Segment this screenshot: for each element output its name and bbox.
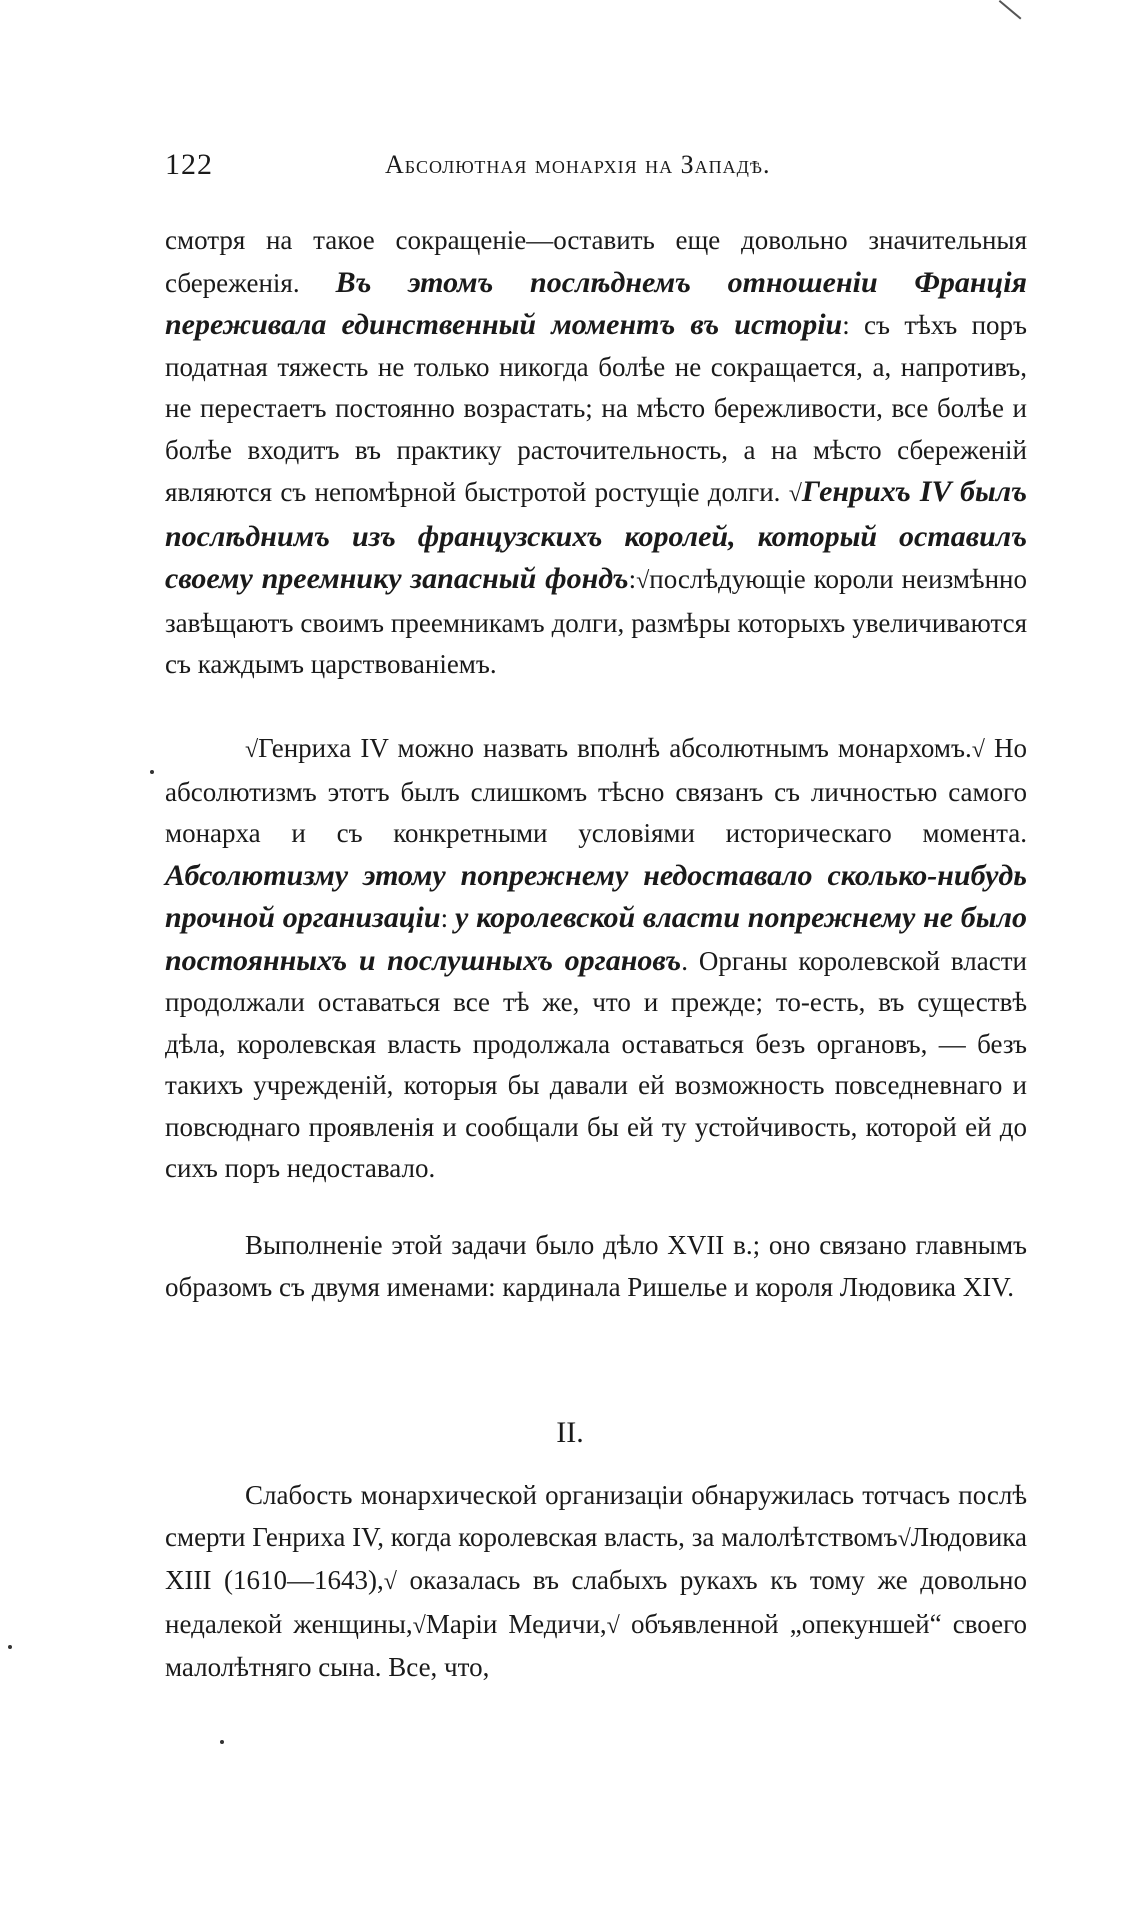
paragraph-3 — [165, 1225, 1027, 1308]
check-mark-icon: √ — [412, 1612, 426, 1639]
text-run: оказалась въ слабыхъ рукахъ къ тому же довольно недалекой женщины, — [165, 1565, 1027, 1639]
check-mark-icon: √ — [245, 737, 259, 763]
emphasized-text: Абсолютизму этому попрежнему недоставало сколько-нибудь прочной организаціи — [165, 858, 1027, 934]
paragraph-4-text — [165, 1475, 1027, 1689]
text-run: Маріи Медичи, — [425, 1608, 607, 1639]
text-run: Генриха IV можно назвать вполнѣ абсолютнымъ монархомъ. — [258, 733, 972, 763]
page-number: 122 — [165, 148, 213, 181]
paragraph-2-text — [165, 728, 1027, 1190]
text-run: Но абсолютизмъ этотъ былъ слишкомъ тѣсно связанъ съ личностью самого монарха и съ конкретными условіями историческаго момента. — [165, 733, 1028, 848]
text-run: объявленной „опекуншей“ своего малолѣтняго сына. Все, что, — [165, 1608, 1027, 1682]
check-mark-icon: √ — [788, 481, 802, 507]
scan-speck — [8, 1645, 12, 1649]
check-mark-icon: √ — [606, 1612, 620, 1639]
paragraph-3-text: Выполненіе этой задачи было дѣло XVII в.; оно связано главнымъ образомъ съ двумя именами: кардинала Ришелье и короля Людовика XIV. — [165, 1230, 1027, 1302]
text-run: смотря на такое сокращеніе—оставить еще довольно значительныя сбереженія. — [165, 225, 1027, 298]
check-mark-icon: √ — [897, 1525, 911, 1552]
emphasized-text: Генрихъ IV былъ послѣднимъ изъ французскихъ королей, который оставилъ своему преемнику запасный фондъ — [165, 475, 1027, 595]
page-header — [165, 148, 1035, 188]
section-heading: II. — [556, 1416, 584, 1449]
scan-speck — [220, 1740, 224, 1744]
text-run: послѣдующіе короли неизмѣнно завѣщаютъ своимъ преемникамъ долги, размѣры которыхъ увеличиваются съ каждымъ царствованіемъ. — [165, 564, 1027, 679]
scan-speck — [150, 770, 154, 774]
text-run: Слабость монархической организаціи обнаружилась тотчасъ послѣ смерти Генриха IV, когда королевская власть, за малолѣтствомъ — [165, 1480, 1027, 1552]
check-mark-icon: √ — [636, 568, 650, 594]
text-run: : съ тѣхъ поръ податная тяжесть не только никогда болѣе не сокращается, а, напротивъ, не перестаетъ постоянно возрастать; на мѣсто бережливости, все болѣе и болѣе входитъ въ практику расточительность, а на мѣсто сбереженій являются съ непомѣрной быстротой ростущіе долги. — [165, 310, 1027, 507]
text-run: . Органы королевской власти продолжали оставаться все тѣ же, что и прежде; то-есть, въ существѣ дѣла, королевская власть продолжала оставаться безъ органовъ, — безъ такихъ учрежденій, которыя бы давали ей возможность повседневнаго и повсюднаго проявленія и сообщали бы ей ту устойчивость, которой ей до сихъ поръ недоставало. — [165, 945, 1027, 1183]
paragraph-1-text — [165, 220, 1027, 686]
paragraph-2 — [165, 728, 1027, 1190]
scan-artifact-line — [999, 0, 1022, 20]
text-run: : — [440, 903, 456, 933]
text-run: : — [628, 564, 637, 594]
emphasized-text: у королевской власти попрежнему не было постоянныхъ и послушныхъ органовъ — [165, 901, 1027, 977]
check-mark-icon: √ — [383, 1569, 397, 1595]
paragraph-4 — [165, 1475, 1027, 1689]
text-run: Людовика XIII (1610—1643), — [165, 1521, 1027, 1595]
running-title: Абсолютная монархія на Западѣ. — [385, 150, 771, 179]
paragraph-1 — [165, 220, 1027, 686]
emphasized-text: Въ этомъ послѣднемъ отношеніи Франція переживала единственный моментъ въ исторіи — [165, 265, 1027, 341]
check-mark-icon: √ — [971, 737, 985, 763]
